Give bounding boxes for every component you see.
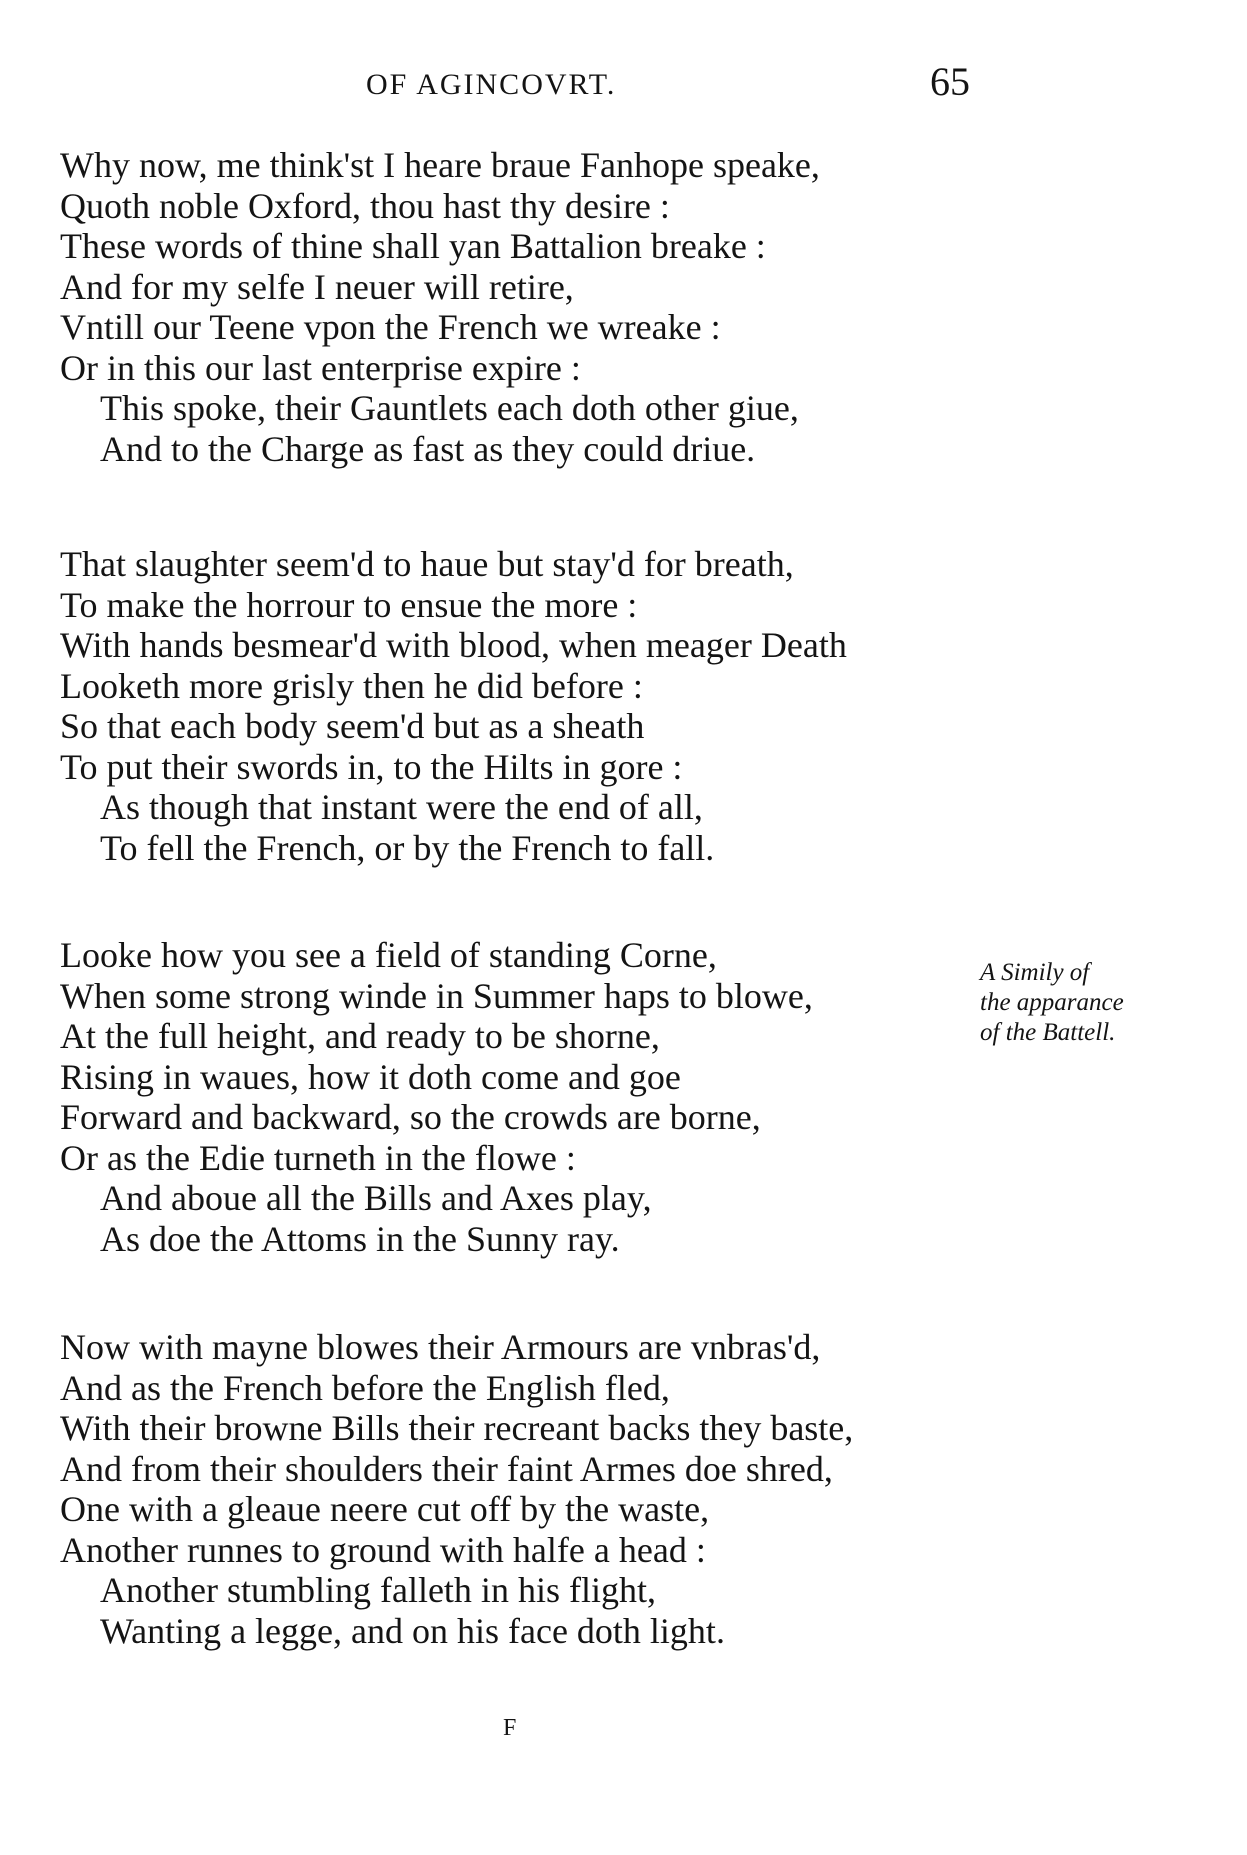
- verse-line: To put their swords in, to the Hilts in gore :: [60, 746, 683, 787]
- verse-line: And for my selfe I neuer will retire,: [60, 266, 574, 307]
- marginal-note: [980, 958, 1210, 1048]
- verse-line: When some strong winde in Summer haps to blowe,: [60, 975, 813, 1016]
- verse-line: With hands besmear'd with blood, when meager Death: [60, 625, 847, 665]
- marginal-note-line: of the Battell.: [980, 1019, 1116, 1046]
- signature-mark: F: [503, 1715, 517, 1741]
- verse-line: Vntill our Teene vpon the French we wreake :: [60, 307, 721, 347]
- verse-line: These words of thine shall yan Battalion breake :: [60, 226, 766, 266]
- page-number: 65: [930, 59, 970, 104]
- verse-line: So that each body seem'd but as a sheath: [60, 706, 645, 746]
- verse-line: And from their shoulders their faint Armes doe shred,: [60, 1448, 833, 1489]
- verse-line: To make the horrour to ensue the more :: [60, 584, 638, 625]
- stanza: [60, 544, 1000, 868]
- running-title: OF AGINCOVRT.: [366, 68, 617, 101]
- page-header: [0, 58, 1247, 118]
- verse-line: That slaughter seem'd to haue but stay'd for breath,: [60, 544, 794, 584]
- verse-line: With their browne Bills their recreant backs they baste,: [60, 1408, 854, 1448]
- stanza: [60, 1327, 1000, 1651]
- verse-line: Or in this our last enterprise expire :: [60, 347, 581, 388]
- verse-line-couplet: This spoke, their Gauntlets each doth other giue,: [100, 388, 799, 428]
- verse-line-couplet: To fell the French, or by the French to fall.: [100, 827, 715, 868]
- verse-line: At the full height, and ready to be shorne,: [60, 1016, 660, 1056]
- verse-line-couplet: And aboue all the Bills and Axes play,: [100, 1178, 652, 1218]
- stanza: [60, 145, 1000, 469]
- verse-line-couplet: Wanting a legge, and on his face doth light.: [100, 1610, 725, 1651]
- verse-line: And as the French before the English fled,: [60, 1367, 670, 1408]
- verse-line-couplet: As doe the Attoms in the Sunny ray.: [100, 1218, 620, 1259]
- verse-line: Rising in waues, how it doth come and goe: [60, 1056, 681, 1097]
- marginal-note-line: A Simily of: [980, 959, 1090, 986]
- verse-line: Why now, me think'st I heare braue Fanhope speake,: [60, 145, 820, 185]
- verse-line: Now with mayne blowes their Armours are vnbras'd,: [60, 1327, 821, 1367]
- verse-line: Forward and backward, so the crowds are borne,: [60, 1097, 761, 1137]
- verse-line: Looke how you see a field of standing Corne,: [60, 935, 717, 975]
- verse-line-couplet: Another stumbling falleth in his flight,: [100, 1570, 656, 1610]
- verse-line: One with a gleaue neere cut off by the waste,: [60, 1489, 710, 1529]
- stanza: [60, 935, 1000, 1259]
- marginal-note-line: the apparance: [980, 989, 1124, 1016]
- verse-line: Quoth noble Oxford, thou hast thy desire :: [60, 185, 670, 226]
- verse-line: Or as the Edie turneth in the flowe :: [60, 1137, 576, 1178]
- verse-line-couplet: And to the Charge as fast as they could driue.: [100, 428, 756, 469]
- verse-line: Another runnes to ground with halfe a head :: [60, 1529, 706, 1570]
- verse-line: Looketh more grisly then he did before :: [60, 665, 643, 706]
- verse-line-couplet: As though that instant were the end of all,: [100, 787, 703, 827]
